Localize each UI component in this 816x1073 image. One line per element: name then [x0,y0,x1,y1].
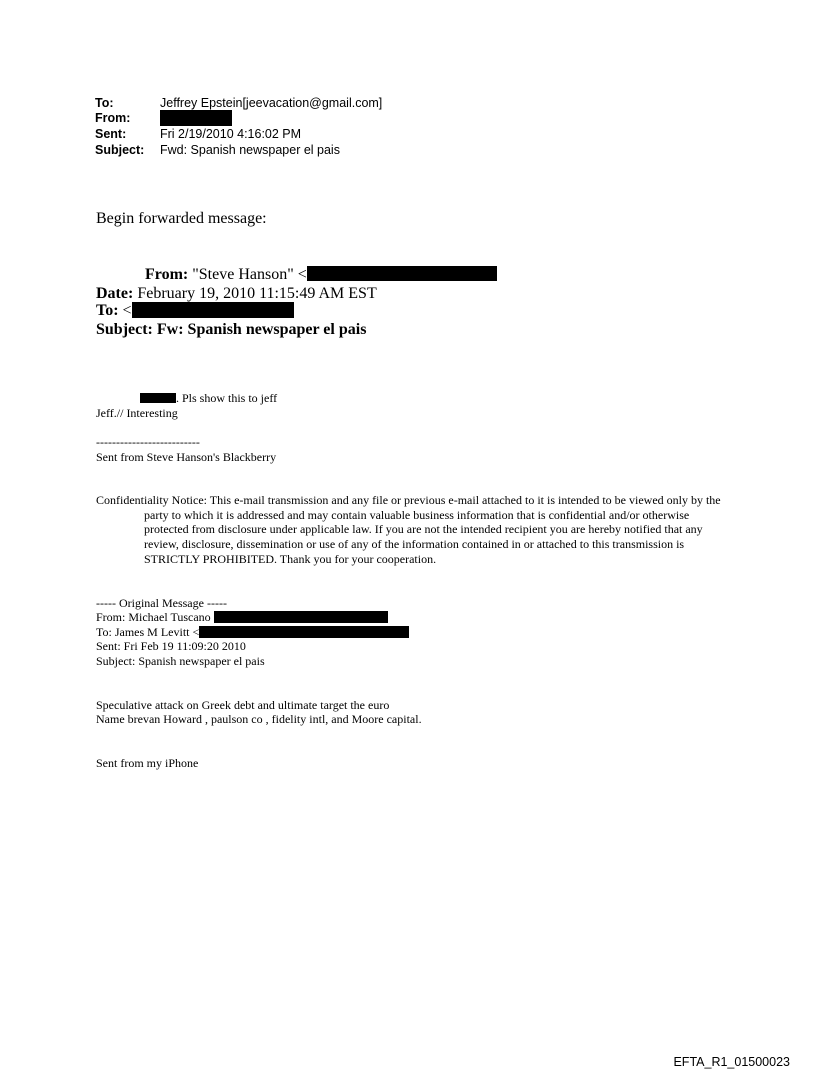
fwd-subject-label: Subject: [96,321,153,338]
sent-value: Fri 2/19/2010 4:16:02 PM [160,127,302,141]
original-from-redaction [214,611,388,623]
original-from-line [96,610,388,625]
fwd-subject-line [96,321,366,339]
to-value: Jeffrey Epstein[jeevacation@gmail.com] [160,96,383,110]
fwd-to-redaction [132,302,294,318]
original-subject: Subject: Spanish newspaper el pais [96,654,265,668]
subject-label: Subject: [95,143,145,157]
body-line-1 [140,391,277,406]
original-message-header: ----- Original Message ----- [96,596,227,610]
fwd-date-label: Date: [96,285,134,302]
forward-intro: Begin forwarded message: [96,210,267,227]
fwd-date-line [96,285,377,303]
original-sent: Sent: Fri Feb 19 11:09:20 2010 [96,639,246,653]
fwd-to-value: < [122,302,132,319]
fwd-from-value: "Steve Hanson" < [192,266,307,283]
separator: -------------------------- [96,435,200,449]
original-from-text: From: Michael Tuscano [96,610,211,624]
body-line-1-text: . Pls show this to jeff [176,391,278,405]
blackberry-signature: Sent from Steve Hanson's Blackberry [96,450,277,464]
body-line-2: Jeff.// Interesting [96,406,178,420]
body-redaction [140,393,176,403]
fwd-subject-value: Fw: Spanish newspaper el pais [156,321,367,338]
sent-label: Sent: [95,127,127,141]
to-label: To: [95,96,114,110]
fwd-from-line [145,266,497,284]
original-to-redaction [199,626,409,638]
fwd-from-redaction [307,266,497,281]
from-label: From: [95,111,131,125]
iphone-signature: Sent from my iPhone [96,756,199,770]
message-line-1: Speculative attack on Greek debt and ultimate target the euro [96,698,390,712]
subject-value: Fwd: Spanish newspaper el pais [160,143,340,157]
from-redaction [160,110,232,126]
fwd-from-label: From: [145,266,189,283]
original-to-line [96,625,409,640]
original-to-text: To: James M Levitt < [96,625,200,639]
message-line-2: Name brevan Howard , paulson co , fidelity intl, and Moore capital. [96,712,422,726]
fwd-date-value: February 19, 2010 11:15:49 AM EST [137,285,377,302]
document-id: EFTA_R1_01500023 [673,1055,790,1069]
fwd-to-line [96,302,294,320]
confidentiality-notice: Confidentiality Notice: This e-mail transmission and any file or previous e-mail attached to it is intended to be viewed only by the party to which it is addressed and may contain valuable business information that is confidential and/or otherwise protected from disclosure under applicable law. If you are not the intended recipient you are hereby notified that any review, disclosure, dissemination or use of any of the information contained in or attached to this transmission is STRICTLY PROHIBITED. Thank you for your cooperation. [96,493,721,566]
fwd-to-label: To: [96,302,119,319]
